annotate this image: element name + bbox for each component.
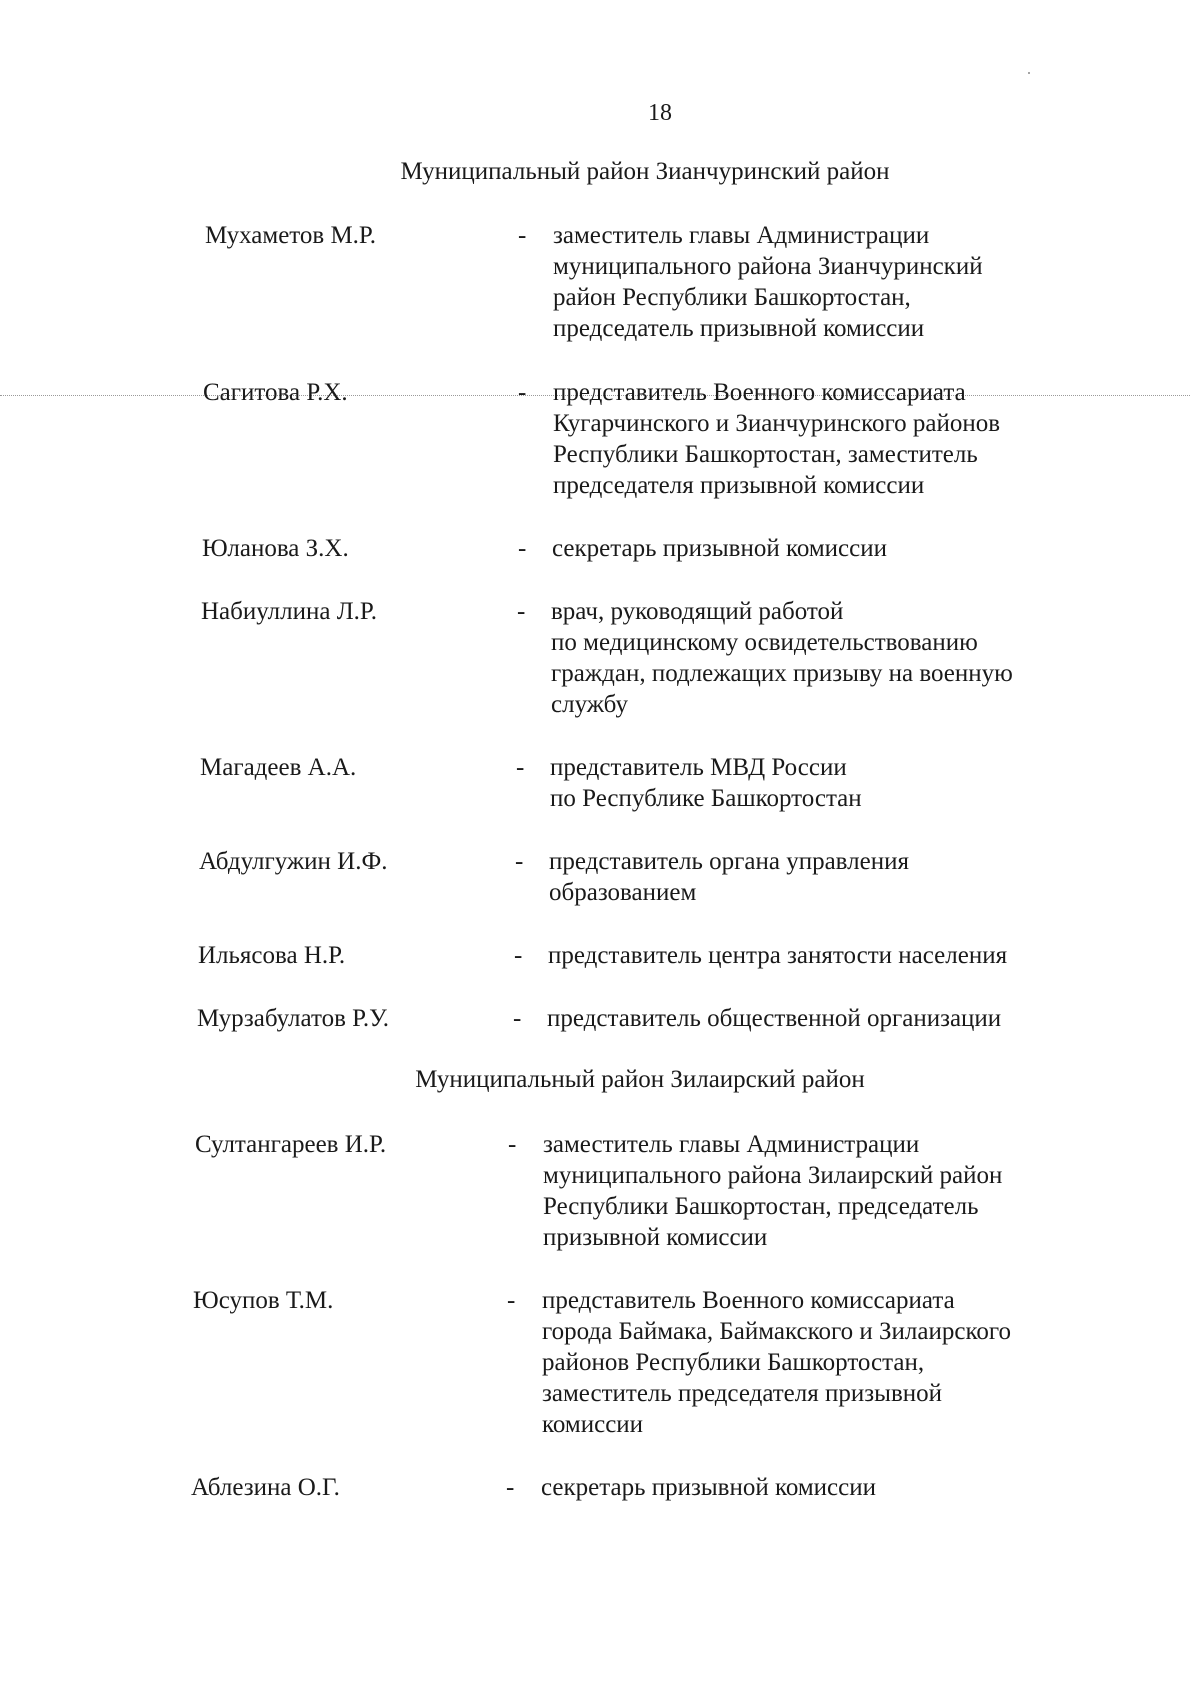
member-name: Султангареев И.Р. [195, 1131, 387, 1158]
member-dash: - [517, 598, 526, 625]
role-line: секретарь призывной комиссии [552, 535, 888, 562]
role-line: секретарь призывной комиссии [541, 1474, 877, 1501]
member-dash: - [513, 1005, 522, 1032]
member-role [553, 220, 1093, 344]
member-dash: - [506, 1474, 515, 1501]
role-line: образованием [549, 879, 697, 906]
member-role [549, 846, 1089, 908]
role-line: заместитель главы Администрации [553, 222, 930, 249]
member-name: Магадеев А.А. [200, 754, 357, 781]
role-line: службу [551, 691, 628, 718]
member-name: Мурзабулатов Р.У. [197, 1005, 390, 1032]
member-dash: - [514, 942, 523, 969]
member-role [552, 533, 1092, 564]
role-line: представитель общественной организации [547, 1005, 1002, 1032]
member-role [547, 1003, 1087, 1034]
role-line: Республики Башкортостан, заместитель [553, 441, 978, 468]
member-dash: - [518, 535, 527, 562]
role-line: представитель органа управления [549, 848, 909, 875]
role-line: представитель центра занятости населения [548, 942, 1008, 969]
member-name: Ильясова Н.Р. [198, 942, 346, 969]
role-line: муниципального района Зианчуринский [553, 253, 983, 280]
member-name: Аблезина О.Г. [191, 1474, 340, 1501]
member-role [543, 1129, 1083, 1253]
role-line: призывной комиссии [543, 1224, 768, 1251]
role-line: председатель призывной комиссии [553, 315, 925, 342]
scan-speck [1028, 72, 1030, 74]
role-line: по Республике Башкортостан [550, 785, 862, 812]
role-line: комиссии [542, 1411, 644, 1438]
role-line: Республики Башкортостан, председатель [543, 1193, 979, 1220]
member-dash: - [508, 1131, 517, 1158]
role-line: граждан, подлежащих призыву на военную [551, 660, 1013, 687]
member-name: Набиуллина Л.Р. [201, 598, 377, 625]
member-role [551, 596, 1091, 720]
member-dash: - [516, 754, 525, 781]
role-line: муниципального района Зилаирский район [543, 1162, 1003, 1189]
role-line: по медицинскому освидетельствованию [551, 629, 978, 656]
role-line: представитель Военного комиссариата [553, 379, 966, 406]
section-title-zilairsky: Муниципальный район Зилаирский район [415, 1066, 865, 1093]
member-name: Мухаметов М.Р. [205, 222, 376, 249]
member-role [553, 377, 1093, 501]
page-number: 18 [648, 100, 672, 126]
role-line: район Республики Башкортостан, [553, 284, 911, 311]
member-name: Абдулгужин И.Ф. [199, 848, 388, 875]
member-name: Сагитова Р.Х. [203, 379, 348, 406]
role-line: города Баймака, Баймакского и Зилаирского [542, 1318, 1011, 1345]
member-name: Юсупов Т.М. [193, 1287, 334, 1314]
member-dash: - [507, 1287, 516, 1314]
member-dash: - [518, 379, 527, 406]
member-name: Юланова З.Х. [202, 535, 349, 562]
role-line: врач, руководящий работой [551, 598, 844, 625]
role-line: заместитель главы Администрации [543, 1131, 920, 1158]
member-role [542, 1285, 1082, 1440]
role-line: Кугарчинского и Зианчуринского районов [553, 410, 1001, 437]
role-line: представитель МВД России [550, 754, 847, 781]
member-role [550, 752, 1090, 814]
member-role [548, 940, 1088, 971]
member-dash: - [515, 848, 524, 875]
role-line: председателя призывной комиссии [553, 472, 925, 499]
section-title-zianchurinsky: Муниципальный район Зианчуринский район [400, 158, 890, 185]
member-dash: - [518, 222, 527, 249]
role-line: районов Республики Башкортостан, [542, 1349, 925, 1376]
role-line: заместитель председателя призывной [542, 1380, 942, 1407]
role-line: представитель Военного комиссариата [542, 1287, 955, 1314]
member-role [541, 1472, 1081, 1503]
